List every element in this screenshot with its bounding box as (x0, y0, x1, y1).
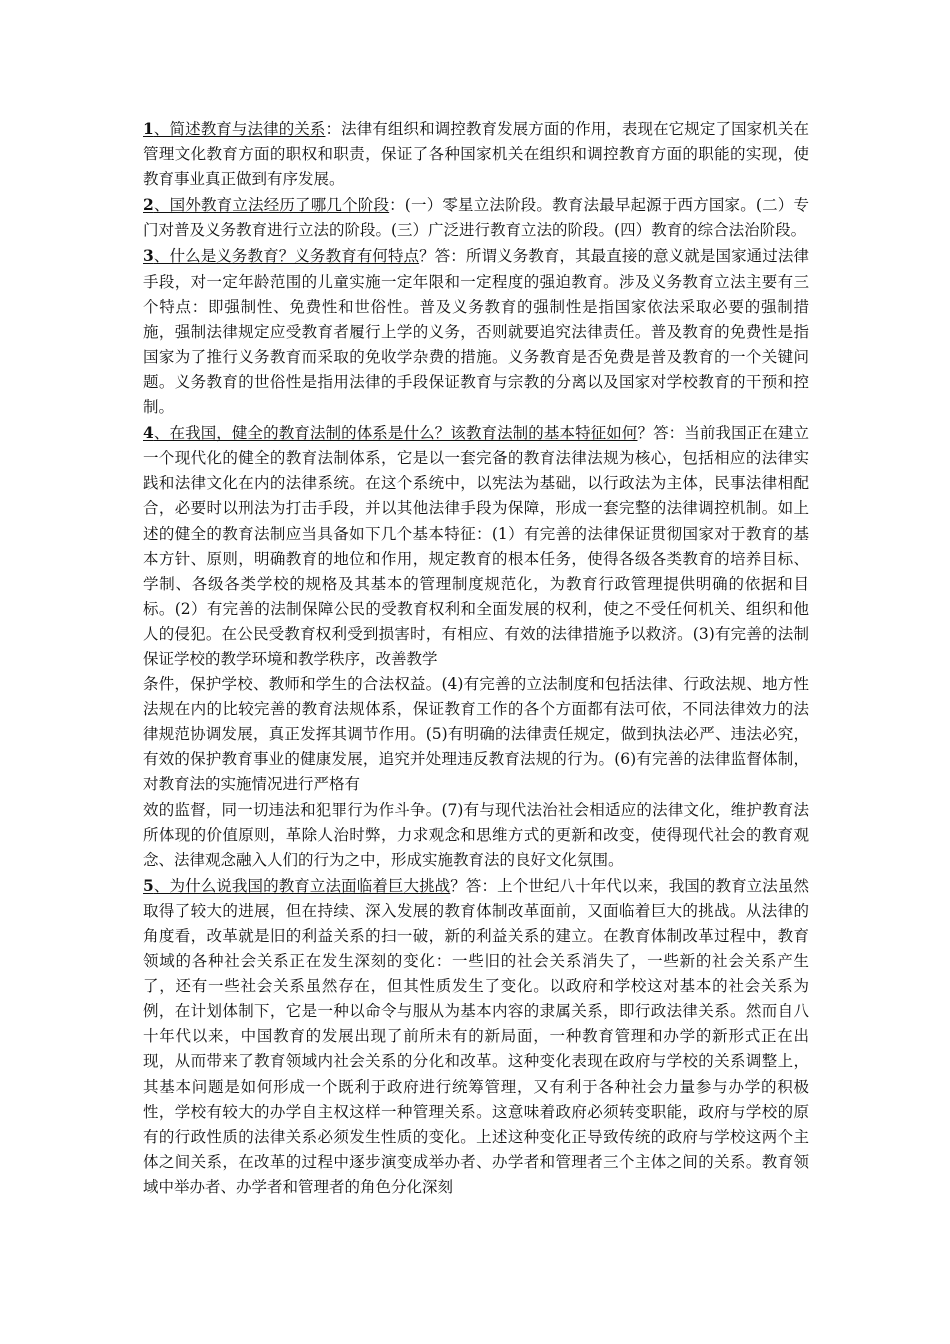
question-title: 、简述教育与法律的关系 (153, 120, 326, 138)
section-3 (143, 243, 809, 420)
question-title: 、在我国，健全的教育法制的体系是什么？该教育法制的基本特征如何 (153, 424, 638, 443)
question-number: 3 (143, 246, 154, 266)
document-page (143, 116, 809, 1200)
answer-text: ：(一）零星立法阶段。教育法最早起源于西方国家。(二）专门对普及义务教育进行立法的阶段。(三）广泛进行教育立法的阶段。(四）教育的综合法治阶段。 (143, 196, 809, 240)
question-number: 4 (143, 423, 154, 443)
answer-text: 效的监督，同一切违法和犯罪行为作斗争。(7)有与现代法治社会相适应的法律文化，维护教育法所体现的价值原则，革除人治时弊，力求观念和思维方式的更新和改变，使得现代社会的教育观念、法律观念融入人们的行为之中，形成实施教育法的良好文化氛围。 (143, 800, 809, 869)
section-4-continued-2 (143, 798, 809, 873)
question-title: 、为什么说我国的教育立法面临着巨大挑战 (153, 876, 451, 895)
section-4-continued (143, 672, 809, 797)
section-2 (143, 192, 809, 243)
question-number: 2 (143, 195, 154, 215)
question-number: 1 (143, 119, 154, 138)
answer-text: ？答：所谓义务教育，其最直接的意义就是国家通过法律手段，对一定年龄范围的儿童实施一定年限和一定程度的强迫教育。涉及义务教育立法主要有三个特点：即强制性、免费性和世俗性。普及义务教育的强制性是指国家依法采取必要的强制措施，强制法律规定应受教育者履行上学的义务，否则就要追究法律责任。普及教育的免费性是指国家为了推行义务教育而采取的免收学杂费的措施。义务教育是否免费是普及教育的一个关键问题。义务教育的世俗性是指用法律的手段保证教育与宗教的分离以及国家对学校教育的干预和控制。 (143, 247, 809, 417)
section-4 (143, 420, 809, 672)
question-title: 、国外教育立法经历了哪几个阶段 (153, 196, 390, 215)
answer-text: 条件，保护学校、教师和学生的合法权益。(4)有完善的立法制度和包括法律、行政法规、地方性法规在内的比较完善的教育法规体系，保证教育工作的各个方面都有法可依，不同法律效力的法律规范协调发展，真正发挥其调节作用。(5)有明确的法律责任规定，做到执法必严、违法必究，有效的保护教育事业的健康发展，追究并处理违反教育法规的行为。(6)有完善的法律监督体制，对教育法的实施情况进行严格有 (143, 675, 809, 794)
answer-text: ：法律有组织和调控教育发展方面的作用，表现在它规定了国家机关在管理文化教育方面的职权和职责，保证了各种国家机关在组织和调控教育方面的职能的实现，使教育事业真正做到有序发展。 (143, 120, 809, 189)
answer-text: ？答：上个世纪八十年代以来，我国的教育立法虽然取得了较大的进展，但在持续、深入发展的教育体制改革面前，又面临着巨大的挑战。从法律的角度看，改革就是旧的利益关系的扫一破，新的利益关系的建立。在教育体制改革过程中，教育领域的各种社会关系正在发生深刻的变化：一些旧的社会关系消失了，一些新的社会关系产生了，还有一些社会关系虽然存在，但其性质发生了变化。以政府和学校这对基本的社会关系为例，在计划体制下，它是一种以命令与服从为基本内容的隶属关系，即行政法律关系。然而自八十年代以来，中国教育的发展出现了前所未有的新局面，一种教育管理和办学的新形式正在出现，从而带来了教育领域内社会关系的分化和改革。这种变化表现在政府与学校的关系调整上，其基本问题是如何形成一个既利于政府进行统筹管理，又有利于各种社会力量参与办学的积极性，学校有较大的办学自主权这样一种管理关系。这意味着政府必须转变职能，政府与学校的原有的行政性质的法律关系必须发生性质的变化。上述这种变化正导致传统的政府与学校这两个主体之间关系，在改革的过程中逐步演变成举办者、办学者和管理者三个主体之间的关系。教育领域中举办者、办学者和管理者的角色分化深刻 (143, 876, 809, 1196)
question-number: 5 (143, 875, 154, 895)
answer-text: ？答：当前我国正在建立一个现代化的健全的教育法制体系，它是以一套完备的教育法律法规为核心，包括相应的法律实践和法律文化在内的法律系统。在这个系统中，以宪法为基础，以行政法为主体，民事法律相配合，必要时以刑法为打击手段，并以其他法律手段为保障，形成一套完整的法律调控机制。如上述的健全的教育法制应当具备如下几个基本特征：(1）有完善的法律保证贯彻国家对于教育的基本方针、原则，明确教育的地位和作用，规定教育的根本任务，使得各级各类教育的培养目标、学制、各级各类学校的规格及其基本的管理制度规范化，为教育行政管理提供明确的依据和目标。(2）有完善的法制保障公民的受教育权利和全面发展的权利，使之不受任何机关、组织和他人的侵犯。在公民受教育权利受到损害时，有相应、有效的法律措施予以救济。(3)有完善的法制保证学校的教学环境和教学秩序，改善教学 (143, 424, 809, 668)
section-1 (143, 116, 809, 192)
section-5 (143, 873, 809, 1200)
question-title: 、什么是义务教育？义务教育有何特点 (153, 247, 420, 266)
